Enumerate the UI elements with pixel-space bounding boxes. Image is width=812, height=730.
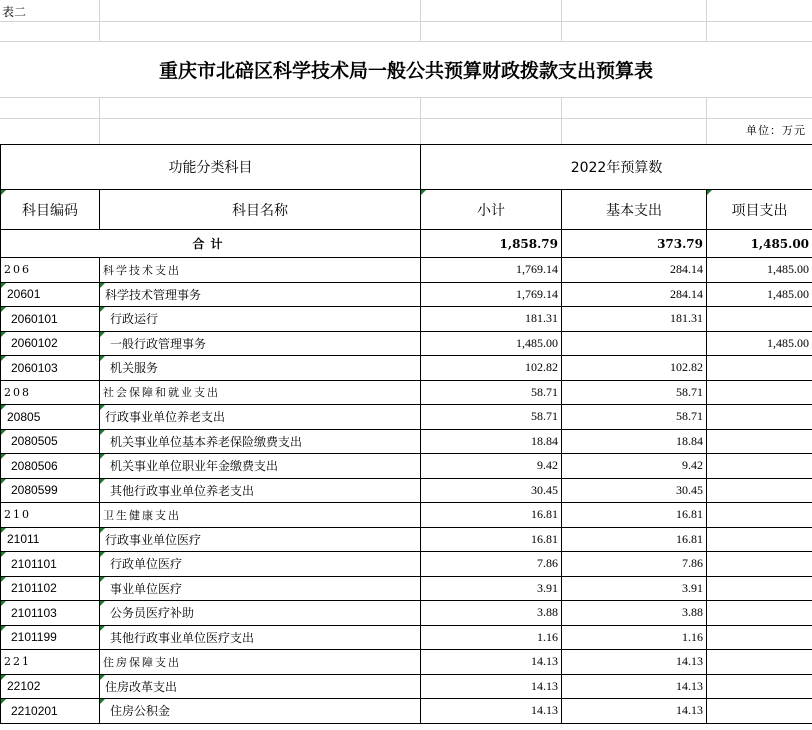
header-subtotal bbox=[421, 190, 562, 230]
header-name bbox=[100, 190, 421, 230]
table-row bbox=[1, 503, 812, 528]
budget-table bbox=[0, 144, 812, 724]
header-subtotal-label: 小计 bbox=[477, 202, 505, 219]
cell-subtotal bbox=[421, 503, 562, 528]
header-basic bbox=[562, 190, 707, 230]
cell-basic bbox=[562, 478, 707, 503]
cell-project bbox=[707, 282, 812, 307]
cell-project bbox=[707, 356, 812, 381]
cell-project bbox=[707, 552, 812, 577]
cell-subtotal-text: 16.81 bbox=[531, 531, 558, 546]
cell-subtotal-text: 1,769.14 bbox=[516, 286, 558, 301]
cell-code bbox=[1, 258, 100, 283]
cell-subtotal bbox=[421, 650, 562, 675]
cell-basic bbox=[562, 356, 707, 381]
cell-subtotal bbox=[421, 258, 562, 283]
cell-code-text: 2080506 bbox=[11, 458, 58, 473]
cell-basic-text: 9.42 bbox=[682, 458, 703, 473]
cell-subtotal-text: 30.45 bbox=[531, 482, 558, 497]
cell-basic-text: 181.31 bbox=[670, 311, 703, 326]
cell-name-text: 机关服务 bbox=[110, 361, 159, 376]
cell-name bbox=[100, 405, 421, 430]
table-row bbox=[1, 331, 812, 356]
cell-code-text: 221 bbox=[4, 655, 31, 669]
table-row bbox=[1, 552, 812, 577]
cell-basic-text: 16.81 bbox=[676, 531, 703, 546]
cell-code-text: 21011 bbox=[7, 532, 40, 547]
cell-basic-text: 14.13 bbox=[676, 703, 703, 718]
cell-basic-text: 58.71 bbox=[676, 384, 703, 399]
cell-basic bbox=[562, 674, 707, 699]
cell-name-text: 社会保障和就业支出 bbox=[103, 386, 220, 400]
table-row bbox=[1, 356, 812, 381]
cell-project bbox=[707, 576, 812, 601]
cell-basic-text: 7.86 bbox=[682, 556, 703, 571]
cell-code-text: 2080505 bbox=[11, 434, 58, 449]
table-row bbox=[1, 478, 812, 503]
cell-subtotal bbox=[421, 552, 562, 577]
cell-project-text: 1,485.00 bbox=[767, 286, 810, 301]
cell-subtotal-text: 1,485.00 bbox=[516, 335, 558, 350]
cell-basic-text: 3.88 bbox=[682, 605, 703, 620]
cell-basic bbox=[562, 380, 707, 405]
cell-subtotal-text: 3.88 bbox=[537, 605, 558, 620]
cell-code bbox=[1, 699, 100, 724]
table-row bbox=[1, 405, 812, 430]
cell-project bbox=[707, 503, 812, 528]
header-row-columns bbox=[1, 190, 812, 230]
cell-basic-text: 1.16 bbox=[682, 629, 703, 644]
header-basic-label: 基本支出 bbox=[606, 202, 662, 219]
cell-subtotal-text: 181.31 bbox=[525, 311, 558, 326]
total-subtotal: 1,858.79 bbox=[421, 230, 562, 258]
cell-code bbox=[1, 625, 100, 650]
cell-subtotal bbox=[421, 282, 562, 307]
cell-name bbox=[100, 650, 421, 675]
cell-name bbox=[100, 258, 421, 283]
cell-subtotal-text: 1.16 bbox=[537, 629, 558, 644]
cell-code bbox=[1, 503, 100, 528]
cell-subtotal-text: 102.82 bbox=[525, 360, 558, 375]
cell-basic-text: 14.13 bbox=[676, 654, 703, 669]
cell-name bbox=[100, 429, 421, 454]
cell-code-text: 2060103 bbox=[11, 360, 58, 375]
cell-basic bbox=[562, 552, 707, 577]
cell-name-text: 机关事业单位职业年金缴费支出 bbox=[110, 459, 279, 474]
cell-code-text: 2101101 bbox=[11, 556, 57, 571]
cell-code-text: 2080599 bbox=[11, 483, 58, 498]
cell-name-text: 行政事业单位医疗 bbox=[105, 532, 202, 547]
cell-subtotal bbox=[421, 576, 562, 601]
cell-name bbox=[100, 527, 421, 552]
cell-code bbox=[1, 527, 100, 552]
cell-name-text: 住房改革支出 bbox=[105, 679, 178, 694]
cell-subtotal-text: 14.13 bbox=[531, 654, 558, 669]
cell-code-text: 2101103 bbox=[11, 605, 57, 620]
cell-subtotal-text: 1,769.14 bbox=[516, 262, 558, 277]
table-row bbox=[1, 429, 812, 454]
cell-basic-text: 102.82 bbox=[670, 360, 703, 375]
sheet-tag: 表二 bbox=[2, 5, 27, 19]
cell-name-text: 行政事业单位养老支出 bbox=[105, 410, 226, 425]
cell-project bbox=[707, 307, 812, 332]
cell-basic-text: 14.13 bbox=[676, 678, 703, 693]
cell-name bbox=[100, 282, 421, 307]
cell-project-text: 1,485.00 bbox=[767, 262, 810, 277]
cell-name-text: 事业单位医疗 bbox=[110, 581, 183, 596]
cell-subtotal-text: 7.86 bbox=[537, 556, 558, 571]
cell-basic-text: 30.45 bbox=[676, 482, 703, 497]
table-row bbox=[1, 282, 812, 307]
cell-code bbox=[1, 576, 100, 601]
cell-code bbox=[1, 650, 100, 675]
cell-subtotal bbox=[421, 527, 562, 552]
cell-basic bbox=[562, 601, 707, 626]
unit-label: 单位：万元 bbox=[746, 124, 806, 137]
header-name-label: 科目名称 bbox=[232, 202, 288, 219]
cell-project bbox=[707, 331, 812, 356]
cell-name-text: 其他行政事业单位养老支出 bbox=[110, 483, 255, 498]
cell-subtotal-text: 14.13 bbox=[531, 678, 558, 693]
cell-code-text: 210 bbox=[4, 508, 31, 522]
cell-subtotal bbox=[421, 307, 562, 332]
cell-project bbox=[707, 429, 812, 454]
page-title: 重庆市北碚区科学技术局一般公共预算财政拨款支出预算表 bbox=[0, 42, 812, 97]
cell-subtotal bbox=[421, 699, 562, 724]
cell-code-text: 20601 bbox=[7, 287, 41, 302]
table-row bbox=[1, 527, 812, 552]
cell-name bbox=[100, 380, 421, 405]
cell-basic bbox=[562, 576, 707, 601]
cell-code-text: 20805 bbox=[7, 409, 41, 424]
cell-subtotal bbox=[421, 405, 562, 430]
cell-name bbox=[100, 454, 421, 479]
cell-name-text: 科学技术支出 bbox=[103, 263, 181, 277]
cell-subtotal bbox=[421, 478, 562, 503]
cell-code-text: 2101199 bbox=[11, 630, 57, 645]
cell-project bbox=[707, 478, 812, 503]
cell-code bbox=[1, 674, 100, 699]
cell-subtotal bbox=[421, 356, 562, 381]
cell-code bbox=[1, 380, 100, 405]
cell-code bbox=[1, 429, 100, 454]
cell-code bbox=[1, 307, 100, 332]
cell-subtotal bbox=[421, 625, 562, 650]
cell-basic bbox=[562, 429, 707, 454]
table-row bbox=[1, 576, 812, 601]
cell-name bbox=[100, 674, 421, 699]
cell-basic bbox=[562, 282, 707, 307]
cell-name bbox=[100, 699, 421, 724]
cell-name bbox=[100, 503, 421, 528]
cell-name-text: 机关事业单位基本养老保险缴费支出 bbox=[110, 434, 303, 449]
header-code bbox=[1, 190, 100, 230]
cell-basic bbox=[562, 307, 707, 332]
cell-name-text: 一般行政管理事务 bbox=[110, 336, 207, 351]
cell-name-text: 其他行政事业单位医疗支出 bbox=[110, 630, 255, 645]
cell-basic-text: 16.81 bbox=[676, 507, 703, 522]
cell-subtotal-text: 18.84 bbox=[531, 433, 558, 448]
cell-code bbox=[1, 331, 100, 356]
table-row bbox=[1, 650, 812, 675]
cell-code-text: 2060101 bbox=[11, 311, 58, 326]
cell-name-text: 行政运行 bbox=[110, 312, 159, 327]
cell-code bbox=[1, 601, 100, 626]
header-project bbox=[707, 190, 812, 230]
table-row bbox=[1, 380, 812, 405]
cell-code-text: 2060102 bbox=[11, 336, 58, 351]
total-label: 合计 bbox=[1, 230, 421, 258]
cell-basic bbox=[562, 454, 707, 479]
table-row bbox=[1, 307, 812, 332]
cell-name-text: 行政单位医疗 bbox=[110, 557, 183, 572]
cell-project bbox=[707, 650, 812, 675]
cell-name-text: 住房公积金 bbox=[110, 704, 171, 719]
cell-code-text: 208 bbox=[4, 385, 31, 399]
cell-basic-text: 284.14 bbox=[670, 286, 703, 301]
cell-project-text: 1,485.00 bbox=[767, 335, 810, 350]
cell-code-text: 206 bbox=[4, 263, 31, 277]
cell-name-text: 住房保障支出 bbox=[103, 655, 181, 669]
cell-code bbox=[1, 454, 100, 479]
cell-basic bbox=[562, 331, 707, 356]
table-row bbox=[1, 625, 812, 650]
header-project-label: 项目支出 bbox=[731, 202, 788, 219]
cell-project bbox=[707, 380, 812, 405]
cell-basic-text: 18.84 bbox=[676, 433, 703, 448]
cell-basic bbox=[562, 625, 707, 650]
cell-basic bbox=[562, 503, 707, 528]
cell-subtotal-text: 3.91 bbox=[537, 580, 558, 595]
cell-code bbox=[1, 478, 100, 503]
cell-subtotal bbox=[421, 380, 562, 405]
cell-name bbox=[100, 478, 421, 503]
cell-project bbox=[707, 454, 812, 479]
cell-name bbox=[100, 552, 421, 577]
cell-basic bbox=[562, 650, 707, 675]
cell-basic-text: 3.91 bbox=[682, 580, 703, 595]
cell-name bbox=[100, 331, 421, 356]
header-code-label: 科目编码 bbox=[22, 202, 78, 219]
cell-code bbox=[1, 405, 100, 430]
header-budget-year: 2022年预算数 bbox=[421, 145, 812, 190]
cell-subtotal-text: 58.71 bbox=[531, 384, 558, 399]
cell-code-text: 2101102 bbox=[11, 581, 57, 596]
cell-name-text: 公务员医疗补助 bbox=[110, 606, 195, 621]
cell-basic-text: 58.71 bbox=[676, 409, 703, 424]
table-row bbox=[1, 674, 812, 699]
cell-subtotal bbox=[421, 454, 562, 479]
cell-subtotal bbox=[421, 601, 562, 626]
cell-name-text: 科学技术管理事务 bbox=[105, 287, 202, 302]
cell-project bbox=[707, 601, 812, 626]
cell-subtotal-text: 58.71 bbox=[531, 409, 558, 424]
cell-project bbox=[707, 625, 812, 650]
header-functional-classification: 功能分类科目 bbox=[1, 145, 421, 190]
cell-basic bbox=[562, 258, 707, 283]
cell-code-text: 22102 bbox=[7, 679, 41, 694]
table-row bbox=[1, 699, 812, 724]
cell-code bbox=[1, 282, 100, 307]
cell-code bbox=[1, 552, 100, 577]
cell-project bbox=[707, 699, 812, 724]
cell-project bbox=[707, 405, 812, 430]
cell-code bbox=[1, 356, 100, 381]
total-basic: 373.79 bbox=[562, 230, 707, 258]
cell-subtotal bbox=[421, 331, 562, 356]
cell-basic bbox=[562, 405, 707, 430]
cell-basic bbox=[562, 527, 707, 552]
table-row bbox=[1, 454, 812, 479]
cell-basic bbox=[562, 699, 707, 724]
cell-name bbox=[100, 356, 421, 381]
cell-subtotal-text: 9.42 bbox=[537, 458, 558, 473]
table-row bbox=[1, 258, 812, 283]
cell-project bbox=[707, 258, 812, 283]
cell-project bbox=[707, 527, 812, 552]
header-row-group bbox=[1, 145, 812, 190]
cell-name bbox=[100, 601, 421, 626]
cell-subtotal bbox=[421, 429, 562, 454]
cell-subtotal-text: 16.81 bbox=[531, 507, 558, 522]
cell-name-text: 卫生健康支出 bbox=[103, 508, 181, 522]
table-row bbox=[1, 601, 812, 626]
cell-name bbox=[100, 625, 421, 650]
cell-subtotal-text: 14.13 bbox=[531, 703, 558, 718]
total-row bbox=[1, 230, 812, 258]
cell-subtotal bbox=[421, 674, 562, 699]
cell-basic-text: 284.14 bbox=[670, 262, 703, 277]
cell-name bbox=[100, 576, 421, 601]
cell-project bbox=[707, 674, 812, 699]
cell-code-text: 2210201 bbox=[11, 703, 58, 718]
total-project: 1,485.00 bbox=[707, 230, 812, 258]
cell-name bbox=[100, 307, 421, 332]
